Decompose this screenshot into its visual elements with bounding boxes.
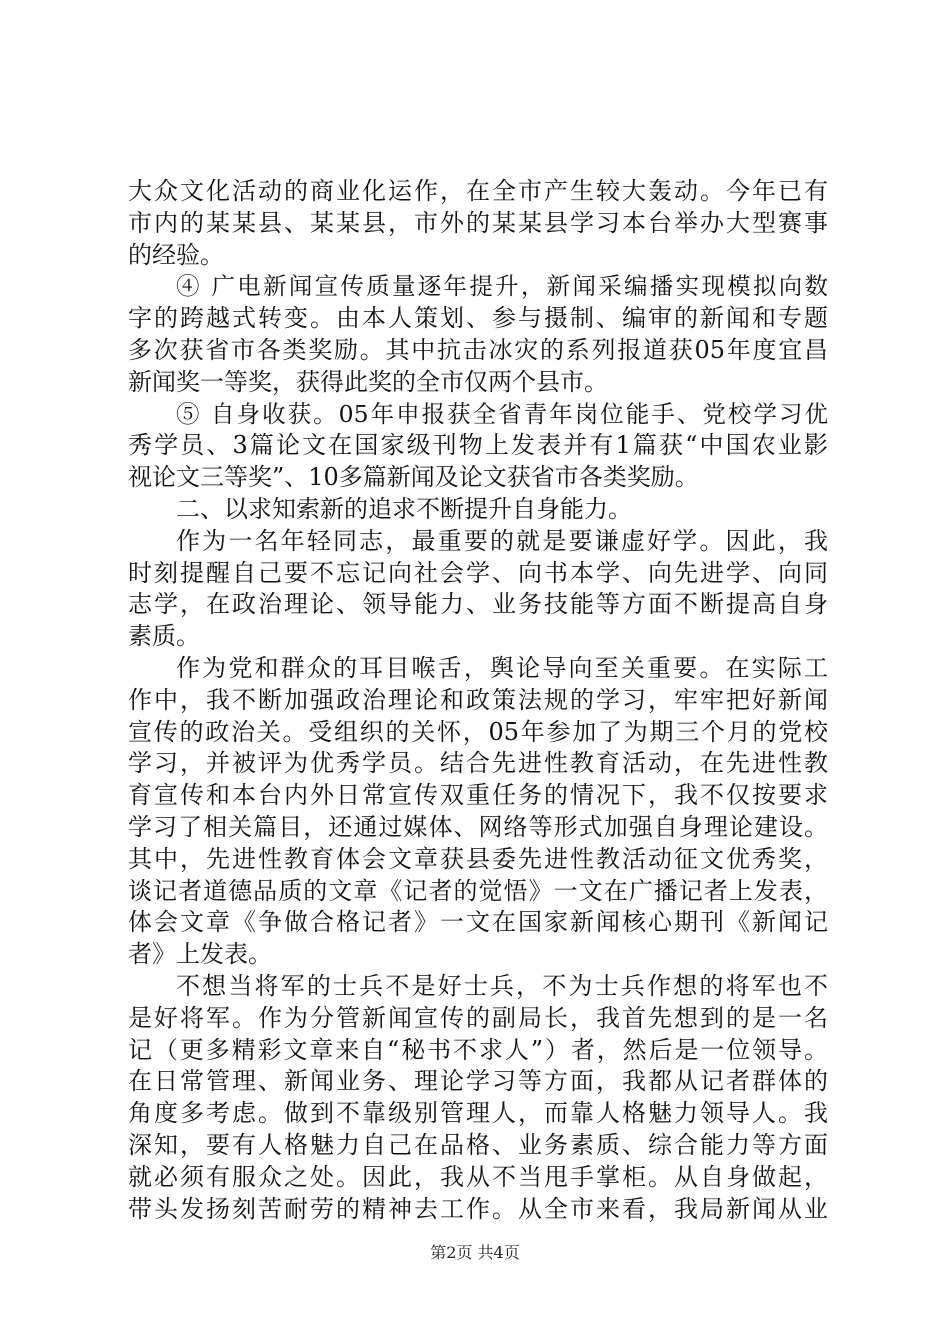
text-line: 大众文化活动的商业化运作，在全市产生较大轰动。今年已有 [128,177,828,205]
text-line: 秀学员、3篇论文在国家级刊物上发表并有1篇获“中国农业影 [128,431,828,460]
text-line: 作为一名年轻同志，最重要的就是要谦虚好学。因此，我 [176,526,828,555]
text-line: 就必须有服众之处。因此，我从不当甩手掌柜。从自身做起， [128,1162,828,1191]
text-line: 多次获省市各类奖励。其中抗击冰灾的系列报道获05年度宜昌 [128,335,828,364]
text-line: 谈记者道德品质的文章《记者的觉悟》一文在广播记者上发表， [128,876,828,905]
text-line: 育宣传和本台内外日常宣传双重任务的情况下，我不仅按要求 [128,781,828,810]
text-line: 带头发扬刻苦耐劳的精神去工作。从全市来看，我局新闻从业 [128,1194,828,1223]
text-line: 字的跨越式转变。由本人策划、参与摄制、编审的新闻和专题 [128,304,828,333]
text-line: 学习了相关篇目，还通过媒体、网络等形式加强自身理论建设。 [128,812,828,841]
text-line: 市内的某某县、某某县，市外的某某县学习本台举办大型赛事 [128,208,828,237]
text-line: 宣传的政治关。受组织的关怀，05年参加了为期三个月的党校 [128,717,828,746]
text-line: 时刻提醒自己要不忘记向社会学、向书本学、向先进学、向同 [128,558,828,587]
text-line: 不想当将军的士兵不是好士兵，不为士兵作想的将军也不 [176,971,828,1000]
text-line: ⑤ 自身收获。05年申报获全省青年岗位能手、党校学习优 [176,399,828,428]
text-line: 角度多考虑。做到不靠级别管理人，而靠人格魅力领导人。我 [128,1099,828,1128]
text-line: 其中，先进性教育体会文章获县委先进性教活动征文优秀奖， [128,844,828,873]
text-line: 志学，在政治理论、领导能力、业务技能等方面不断提高自身 [128,590,828,619]
text-line: 二、以求知索新的追求不断提升自身能力。 [176,494,632,523]
text-line: 者》上发表。 [128,940,272,969]
text-line: 视论文三等奖”、10多篇新闻及论文获省市各类奖励。 [128,463,699,492]
text-line: 素质。 [128,622,200,651]
text-line: 新闻奖一等奖，获得此奖的全市仅两个县市。 [128,367,608,396]
text-line: 作中，我不断加强政治理论和政策法规的学习，牢牢把好新闻 [128,685,828,714]
text-line: 体会文章《争做合格记者》一文在国家新闻核心期刊《新闻记 [128,908,828,937]
text-line: 在日常管理、新闻业务、理论学习等方面，我都从记者群体的 [128,1067,828,1096]
text-line: 作为党和群众的耳目喉舌，舆论导向至关重要。在实际工 [176,653,828,682]
page-footer: 第2页 共4页 [430,1243,520,1262]
text-line: 深知，要有人格魅力自己在品格、业务素质、综合能力等方面 [128,1130,828,1159]
text-line: 学习，并被评为优秀学员。结合先进性教育活动，在先进性教 [128,749,828,778]
text-line: ④ 广电新闻宣传质量逐年提升，新闻采编播实现模拟向数 [176,272,828,301]
text-line: 是好将军。作为分管新闻宣传的副局长，我首先想到的是一名 [128,1003,828,1032]
document-body [128,176,828,1225]
text-line: 记（更多精彩文章来自“秘书不求人”）者，然后是一位领导。 [128,1035,828,1064]
text-line: 的经验。 [128,240,224,269]
